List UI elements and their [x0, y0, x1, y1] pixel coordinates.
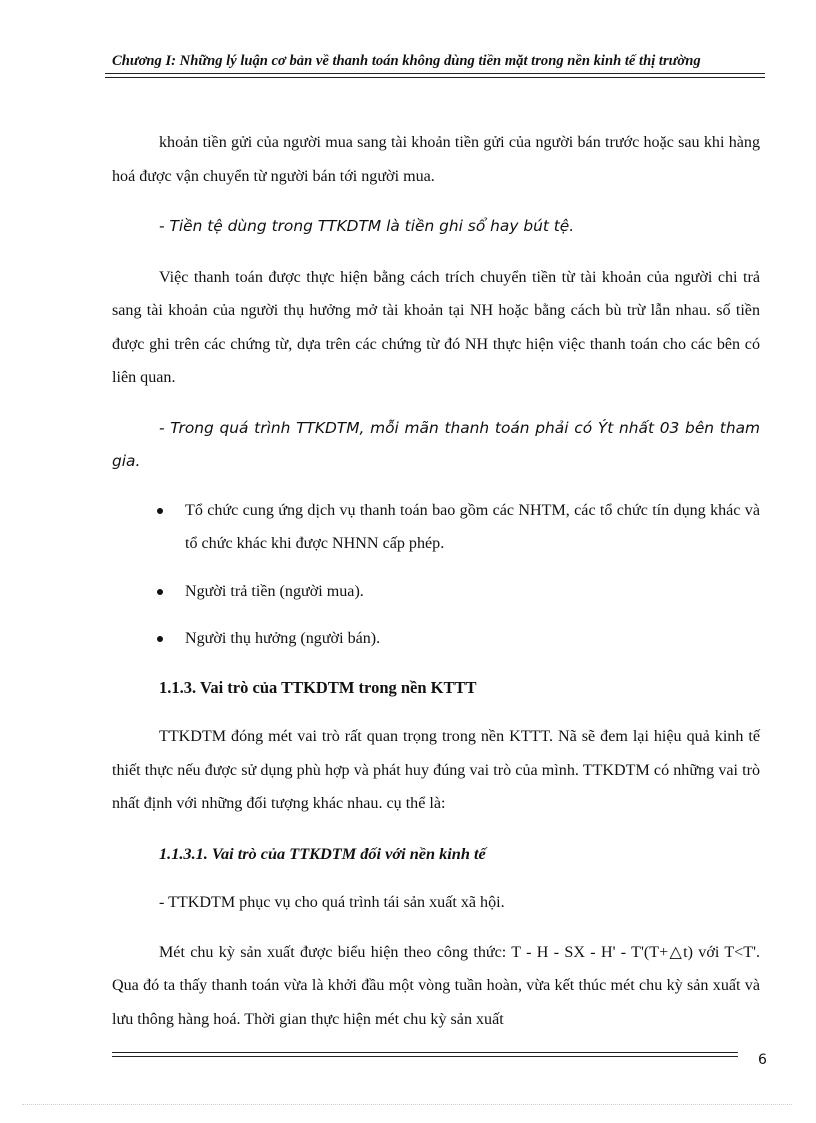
participant-list: [112, 494, 760, 656]
paragraph: TTKDTM đóng mét vai trò rất quan trọng trong nền KTTT. Nã sẽ đem lại hiệu quả kinh tế thiết thực nếu được sử dụng phù hợp và phát huy đúng vai trò của mình. TTKDTM có những vai trò nhất định với những đối tượng khác nhau. cụ thể là:: [112, 728, 760, 812]
footer-rule: [112, 1056, 738, 1057]
bullet-icon: [157, 636, 163, 642]
page-edge-divider: [22, 1104, 792, 1105]
list-item: [112, 494, 760, 561]
list-item: [112, 622, 760, 656]
chapter-header: Chương I: Những lý luận cơ bản về thanh toán không dùng tiền mặt trong nền kinh tế thị trường: [112, 53, 701, 69]
list-item-text: Người thụ hưởng (người bán).: [185, 630, 381, 647]
header-rule: [105, 77, 765, 78]
list-item-text: Người trả tiền (người mua).: [185, 582, 364, 600]
paragraph: Việc thanh toán được thực hiện bằng cách trích chuyển tiền từ tài khoản của người chi trả sang tài khoản của người thụ hưởng mở tài khoản tại NH hoặc bằng cách bù trừ lẫn nhau. số tiền được ghi trên các chứng từ, dựa trên các chứng từ đó NH thực hiện việc thanh toán cho các bên có liên quan.: [112, 268, 760, 386]
bullet-icon: [157, 508, 163, 514]
paragraph-italic: - Trong quá trình TTKDTM, mỗi mãn thanh toán phải có Ýt nhất 03 bên tham gia.: [112, 418, 760, 470]
header-rule: [105, 73, 765, 74]
list-item-text: Tổ chức cung ứng dịch vụ thanh toán bao gồm các NHTM, các tổ chức tín dụng khác và tổ chức khác khi được NHNN cấp phép.: [185, 501, 760, 552]
page-number: 6: [758, 1052, 767, 1068]
paragraph: - TTKDTM phục vụ cho quá trình tái sản xuất xã hội.: [159, 894, 505, 911]
paragraph: khoản tiền gửi của người mua sang tài khoản tiền gửi của người bán trước hoặc sau khi hàng hoá được vận chuyển từ người bán tới người mua.: [112, 134, 760, 185]
bullet-icon: [157, 589, 163, 595]
page-content: [112, 126, 760, 1036]
footer-rule: [112, 1052, 738, 1053]
list-item: [112, 575, 760, 609]
paragraph-italic: - Tiền tệ dùng trong TTKDTM là tiền ghi sổ hay bút tệ.: [159, 217, 575, 235]
section-heading: 1.1.3. Vai trò của TTKDTM trong nền KTTT: [159, 677, 477, 697]
paragraph: Mét chu kỳ sản xuất được biểu hiện theo công thức: T - H - SX - H' - T'(T+△t) với T<T'. Qua đó ta thấy thanh toán vừa là khởi đầu một vòng tuần hoàn, vừa kết thúc mét chu kỳ sản xuất và lưu thông hàng hoá. Thời gian thực hiện mét chu kỳ sản xuất: [112, 943, 760, 1028]
subsection-heading: 1.1.3.1. Vai trò của TTKDTM đối với nền kinh tế: [159, 843, 486, 863]
